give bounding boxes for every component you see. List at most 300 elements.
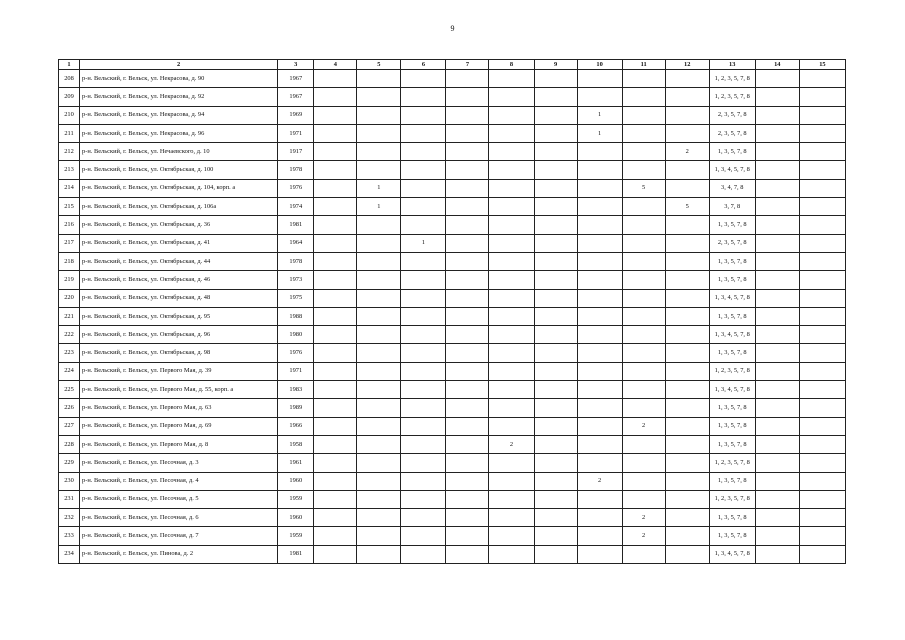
column-12-cell — [665, 454, 709, 472]
column-15-cell — [799, 472, 845, 490]
column-9-cell — [534, 527, 577, 545]
column-5-cell — [357, 307, 401, 325]
row-number-cell: 234 — [59, 545, 80, 563]
column-14-cell — [755, 490, 799, 508]
row-number-cell: 223 — [59, 344, 80, 362]
column-4-cell — [314, 527, 357, 545]
column-header-6: 6 — [401, 60, 446, 70]
column-12-cell — [665, 179, 709, 197]
column-10-cell — [577, 362, 622, 380]
column-8-cell — [489, 381, 534, 399]
column-9-cell — [534, 344, 577, 362]
column-15-cell — [799, 271, 845, 289]
column-7-cell — [446, 527, 489, 545]
column-13-cell: 1, 2, 3, 5, 7, 8 — [709, 70, 755, 88]
column-6-cell — [401, 271, 446, 289]
column-15-cell — [799, 454, 845, 472]
column-10-cell — [577, 179, 622, 197]
column-9-cell — [534, 454, 577, 472]
table-row — [59, 307, 846, 325]
row-number-cell: 219 — [59, 271, 80, 289]
column-11-cell — [622, 70, 665, 88]
column-header-9: 9 — [534, 60, 577, 70]
column-13-cell: 3, 4, 7, 8 — [709, 179, 755, 197]
column-9-cell — [534, 399, 577, 417]
column-7-cell — [446, 234, 489, 252]
column-7-cell — [446, 161, 489, 179]
column-14-cell — [755, 472, 799, 490]
address-cell: р-н. Вельский, г. Вельск, ул. Пинова, д. 2 — [80, 545, 278, 563]
column-14-cell — [755, 362, 799, 380]
column-5-cell — [357, 454, 401, 472]
buildings-table — [58, 59, 846, 564]
column-4-cell — [314, 509, 357, 527]
year-cell: 1989 — [278, 399, 314, 417]
column-12-cell — [665, 381, 709, 399]
column-13-cell: 1, 2, 3, 5, 7, 8 — [709, 362, 755, 380]
column-10-cell — [577, 454, 622, 472]
column-6-cell — [401, 307, 446, 325]
column-10-cell — [577, 381, 622, 399]
column-14-cell — [755, 527, 799, 545]
column-13-cell: 3, 7, 8 — [709, 198, 755, 216]
column-9-cell — [534, 326, 577, 344]
year-cell: 1975 — [278, 289, 314, 307]
column-5-cell — [357, 381, 401, 399]
column-12-cell — [665, 70, 709, 88]
row-number-cell: 217 — [59, 234, 80, 252]
column-4-cell — [314, 289, 357, 307]
column-12-cell: 5 — [665, 198, 709, 216]
column-11-cell: 2 — [622, 509, 665, 527]
year-cell: 1971 — [278, 124, 314, 142]
column-10-cell: 1 — [577, 124, 622, 142]
address-cell: р-н. Вельский, г. Вельск, ул. Некрасова, д. 92 — [80, 88, 278, 106]
year-cell: 1976 — [278, 179, 314, 197]
table-row — [59, 70, 846, 88]
column-7-cell — [446, 307, 489, 325]
column-5-cell — [357, 326, 401, 344]
column-6-cell — [401, 545, 446, 563]
column-4-cell — [314, 545, 357, 563]
table-row — [59, 472, 846, 490]
column-11-cell — [622, 234, 665, 252]
column-6-cell — [401, 509, 446, 527]
column-8-cell — [489, 161, 534, 179]
row-number-cell: 214 — [59, 179, 80, 197]
column-11-cell — [622, 435, 665, 453]
column-6-cell — [401, 362, 446, 380]
address-cell: р-н. Вельский, г. Вельск, ул. Октябрьская, д. 106а — [80, 198, 278, 216]
column-7-cell — [446, 545, 489, 563]
column-12-cell — [665, 216, 709, 234]
column-6-cell — [401, 198, 446, 216]
column-9-cell — [534, 509, 577, 527]
column-9-cell — [534, 106, 577, 124]
row-number-cell: 208 — [59, 70, 80, 88]
column-15-cell — [799, 124, 845, 142]
table-row — [59, 527, 846, 545]
column-6-cell — [401, 289, 446, 307]
column-10-cell — [577, 344, 622, 362]
table-row — [59, 417, 846, 435]
column-7-cell — [446, 143, 489, 161]
column-12-cell — [665, 435, 709, 453]
column-4-cell — [314, 307, 357, 325]
column-5-cell — [357, 161, 401, 179]
column-12-cell — [665, 307, 709, 325]
column-10-cell: 2 — [577, 472, 622, 490]
column-13-cell: 1, 3, 5, 7, 8 — [709, 307, 755, 325]
column-11-cell — [622, 344, 665, 362]
column-6-cell — [401, 143, 446, 161]
column-11-cell — [622, 106, 665, 124]
column-4-cell — [314, 326, 357, 344]
row-number-cell: 222 — [59, 326, 80, 344]
column-11-cell — [622, 362, 665, 380]
address-cell: р-н. Вельский, г. Вельск, ул. Песочная, д. 7 — [80, 527, 278, 545]
column-15-cell — [799, 88, 845, 106]
address-cell: р-н. Вельский, г. Вельск, ул. Песочная, д. 3 — [80, 454, 278, 472]
column-8-cell — [489, 88, 534, 106]
row-number-cell: 227 — [59, 417, 80, 435]
year-cell: 1976 — [278, 344, 314, 362]
column-5-cell — [357, 106, 401, 124]
column-13-cell: 1, 3, 5, 7, 8 — [709, 527, 755, 545]
address-cell: р-н. Вельский, г. Вельск, ул. Нечаевского, д. 10 — [80, 143, 278, 161]
column-5-cell — [357, 143, 401, 161]
column-13-cell: 1, 3, 5, 7, 8 — [709, 399, 755, 417]
column-12-cell — [665, 252, 709, 270]
column-12-cell — [665, 417, 709, 435]
column-4-cell — [314, 179, 357, 197]
column-5-cell — [357, 344, 401, 362]
table-row — [59, 326, 846, 344]
column-8-cell — [489, 454, 534, 472]
column-7-cell — [446, 124, 489, 142]
column-13-cell: 1, 3, 4, 5, 7, 8 — [709, 381, 755, 399]
column-14-cell — [755, 545, 799, 563]
column-8-cell — [489, 509, 534, 527]
column-14-cell — [755, 307, 799, 325]
row-number-cell: 226 — [59, 399, 80, 417]
column-11-cell — [622, 472, 665, 490]
year-cell: 1988 — [278, 307, 314, 325]
row-number-cell: 231 — [59, 490, 80, 508]
table-row — [59, 106, 846, 124]
column-8-cell — [489, 545, 534, 563]
column-12-cell — [665, 527, 709, 545]
column-15-cell — [799, 435, 845, 453]
column-14-cell — [755, 289, 799, 307]
column-8-cell — [489, 399, 534, 417]
column-14-cell — [755, 70, 799, 88]
column-4-cell — [314, 399, 357, 417]
column-7-cell — [446, 417, 489, 435]
column-8-cell — [489, 344, 534, 362]
column-12-cell — [665, 271, 709, 289]
column-5-cell — [357, 362, 401, 380]
column-10-cell — [577, 545, 622, 563]
column-12-cell — [665, 344, 709, 362]
column-6-cell — [401, 490, 446, 508]
column-7-cell — [446, 70, 489, 88]
column-14-cell — [755, 216, 799, 234]
column-5-cell: 1 — [357, 198, 401, 216]
column-8-cell — [489, 307, 534, 325]
column-15-cell — [799, 344, 845, 362]
row-number-cell: 209 — [59, 88, 80, 106]
column-12-cell — [665, 509, 709, 527]
column-7-cell — [446, 454, 489, 472]
year-cell: 1980 — [278, 326, 314, 344]
row-number-cell: 230 — [59, 472, 80, 490]
column-14-cell — [755, 454, 799, 472]
column-11-cell: 2 — [622, 527, 665, 545]
column-6-cell — [401, 106, 446, 124]
address-cell: р-н. Вельский, г. Вельск, ул. Некрасова, д. 96 — [80, 124, 278, 142]
column-15-cell — [799, 216, 845, 234]
table-row — [59, 454, 846, 472]
table-body — [59, 70, 846, 564]
table-row — [59, 271, 846, 289]
table-row — [59, 362, 846, 380]
address-cell: р-н. Вельский, г. Вельск, ул. Первого Мая, д. 39 — [80, 362, 278, 380]
column-8-cell — [489, 70, 534, 88]
column-10-cell — [577, 326, 622, 344]
column-header-15: 15 — [799, 60, 845, 70]
column-9-cell — [534, 70, 577, 88]
address-cell: р-н. Вельский, г. Вельск, ул. Некрасова, д. 90 — [80, 70, 278, 88]
column-13-cell: 1, 3, 5, 7, 8 — [709, 252, 755, 270]
table-row — [59, 252, 846, 270]
row-number-cell: 233 — [59, 527, 80, 545]
column-6-cell — [401, 161, 446, 179]
address-cell: р-н. Вельский, г. Вельск, ул. Октябрьская, д. 98 — [80, 344, 278, 362]
column-5-cell: 1 — [357, 179, 401, 197]
column-13-cell: 1, 3, 5, 7, 8 — [709, 344, 755, 362]
column-13-cell: 1, 3, 4, 5, 7, 8 — [709, 545, 755, 563]
table-row — [59, 198, 846, 216]
column-9-cell — [534, 198, 577, 216]
column-4-cell — [314, 143, 357, 161]
column-7-cell — [446, 326, 489, 344]
column-13-cell: 1, 2, 3, 5, 7, 8 — [709, 454, 755, 472]
row-number-cell: 228 — [59, 435, 80, 453]
column-4-cell — [314, 490, 357, 508]
column-7-cell — [446, 289, 489, 307]
column-header-2: 2 — [80, 60, 278, 70]
column-6-cell — [401, 252, 446, 270]
column-14-cell — [755, 198, 799, 216]
column-13-cell: 2, 3, 5, 7, 8 — [709, 124, 755, 142]
column-11-cell: 2 — [622, 417, 665, 435]
column-9-cell — [534, 362, 577, 380]
column-13-cell: 1, 3, 4, 5, 7, 8 — [709, 326, 755, 344]
year-cell: 1981 — [278, 545, 314, 563]
address-cell: р-н. Вельский, г. Вельск, ул. Октябрьская, д. 100 — [80, 161, 278, 179]
column-12-cell — [665, 545, 709, 563]
column-6-cell — [401, 399, 446, 417]
column-6-cell — [401, 417, 446, 435]
column-9-cell — [534, 88, 577, 106]
table-row — [59, 399, 846, 417]
column-6-cell: 1 — [401, 234, 446, 252]
year-cell: 1973 — [278, 271, 314, 289]
column-15-cell — [799, 106, 845, 124]
column-5-cell — [357, 252, 401, 270]
row-number-cell: 218 — [59, 252, 80, 270]
column-14-cell — [755, 417, 799, 435]
column-8-cell — [489, 179, 534, 197]
column-11-cell — [622, 88, 665, 106]
column-5-cell — [357, 472, 401, 490]
column-12-cell — [665, 234, 709, 252]
column-9-cell — [534, 143, 577, 161]
column-4-cell — [314, 216, 357, 234]
row-number-cell: 220 — [59, 289, 80, 307]
column-14-cell — [755, 106, 799, 124]
column-15-cell — [799, 399, 845, 417]
column-9-cell — [534, 435, 577, 453]
table-row — [59, 344, 846, 362]
column-14-cell — [755, 509, 799, 527]
column-6-cell — [401, 454, 446, 472]
column-7-cell — [446, 472, 489, 490]
column-4-cell — [314, 417, 357, 435]
column-9-cell — [534, 252, 577, 270]
column-4-cell — [314, 161, 357, 179]
column-8-cell — [489, 417, 534, 435]
column-12-cell — [665, 289, 709, 307]
column-14-cell — [755, 435, 799, 453]
column-header-11: 11 — [622, 60, 665, 70]
column-5-cell — [357, 490, 401, 508]
address-cell: р-н. Вельский, г. Вельск, ул. Песочная, д. 4 — [80, 472, 278, 490]
year-cell: 1917 — [278, 143, 314, 161]
table-row — [59, 545, 846, 563]
column-14-cell — [755, 344, 799, 362]
column-13-cell: 1, 2, 3, 5, 7, 8 — [709, 88, 755, 106]
year-cell: 1960 — [278, 472, 314, 490]
column-9-cell — [534, 234, 577, 252]
year-cell: 1966 — [278, 417, 314, 435]
column-14-cell — [755, 326, 799, 344]
column-14-cell — [755, 399, 799, 417]
column-header-12: 12 — [665, 60, 709, 70]
column-11-cell — [622, 252, 665, 270]
column-14-cell — [755, 252, 799, 270]
column-8-cell — [489, 289, 534, 307]
column-4-cell — [314, 271, 357, 289]
column-12-cell — [665, 472, 709, 490]
column-9-cell — [534, 307, 577, 325]
column-10-cell — [577, 417, 622, 435]
column-11-cell — [622, 161, 665, 179]
column-9-cell — [534, 545, 577, 563]
column-6-cell — [401, 70, 446, 88]
column-6-cell — [401, 381, 446, 399]
row-number-cell: 224 — [59, 362, 80, 380]
address-cell: р-н. Вельский, г. Вельск, ул. Октябрьская, д. 36 — [80, 216, 278, 234]
column-15-cell — [799, 179, 845, 197]
column-4-cell — [314, 454, 357, 472]
year-cell: 1983 — [278, 381, 314, 399]
column-9-cell — [534, 289, 577, 307]
column-5-cell — [357, 88, 401, 106]
column-10-cell — [577, 161, 622, 179]
year-cell: 1967 — [278, 88, 314, 106]
column-10-cell — [577, 271, 622, 289]
column-8-cell — [489, 216, 534, 234]
column-14-cell — [755, 143, 799, 161]
column-11-cell: 5 — [622, 179, 665, 197]
year-cell: 1967 — [278, 70, 314, 88]
column-15-cell — [799, 198, 845, 216]
column-11-cell — [622, 454, 665, 472]
column-5-cell — [357, 216, 401, 234]
column-11-cell — [622, 381, 665, 399]
column-9-cell — [534, 216, 577, 234]
column-8-cell — [489, 362, 534, 380]
table-row — [59, 88, 846, 106]
column-10-cell — [577, 88, 622, 106]
column-10-cell — [577, 289, 622, 307]
column-9-cell — [534, 472, 577, 490]
column-11-cell — [622, 545, 665, 563]
column-7-cell — [446, 88, 489, 106]
year-cell: 1974 — [278, 198, 314, 216]
column-8-cell — [489, 198, 534, 216]
column-8-cell — [489, 527, 534, 545]
column-6-cell — [401, 179, 446, 197]
column-9-cell — [534, 381, 577, 399]
column-4-cell — [314, 124, 357, 142]
column-6-cell — [401, 88, 446, 106]
column-5-cell — [357, 289, 401, 307]
column-12-cell — [665, 124, 709, 142]
column-7-cell — [446, 216, 489, 234]
column-15-cell — [799, 143, 845, 161]
year-cell: 1964 — [278, 234, 314, 252]
column-12-cell — [665, 88, 709, 106]
column-10-cell — [577, 216, 622, 234]
column-10-cell — [577, 490, 622, 508]
address-cell: р-н. Вельский, г. Вельск, ул. Песочная, д. 5 — [80, 490, 278, 508]
column-13-cell: 1, 3, 5, 7, 8 — [709, 216, 755, 234]
column-6-cell — [401, 326, 446, 344]
column-14-cell — [755, 381, 799, 399]
column-10-cell — [577, 509, 622, 527]
year-cell: 1978 — [278, 252, 314, 270]
column-4-cell — [314, 106, 357, 124]
column-header-8: 8 — [489, 60, 534, 70]
column-13-cell: 1, 3, 4, 5, 7, 8 — [709, 289, 755, 307]
column-13-cell: 1, 3, 5, 7, 8 — [709, 271, 755, 289]
column-6-cell — [401, 435, 446, 453]
address-cell: р-н. Вельский, г. Вельск, ул. Октябрьская, д. 96 — [80, 326, 278, 344]
table-row — [59, 509, 846, 527]
column-8-cell — [489, 271, 534, 289]
column-4-cell — [314, 362, 357, 380]
column-15-cell — [799, 161, 845, 179]
column-7-cell — [446, 271, 489, 289]
address-cell: р-н. Вельский, г. Вельск, ул. Первого Мая, д. 69 — [80, 417, 278, 435]
column-7-cell — [446, 252, 489, 270]
column-15-cell — [799, 326, 845, 344]
column-15-cell — [799, 307, 845, 325]
column-9-cell — [534, 271, 577, 289]
